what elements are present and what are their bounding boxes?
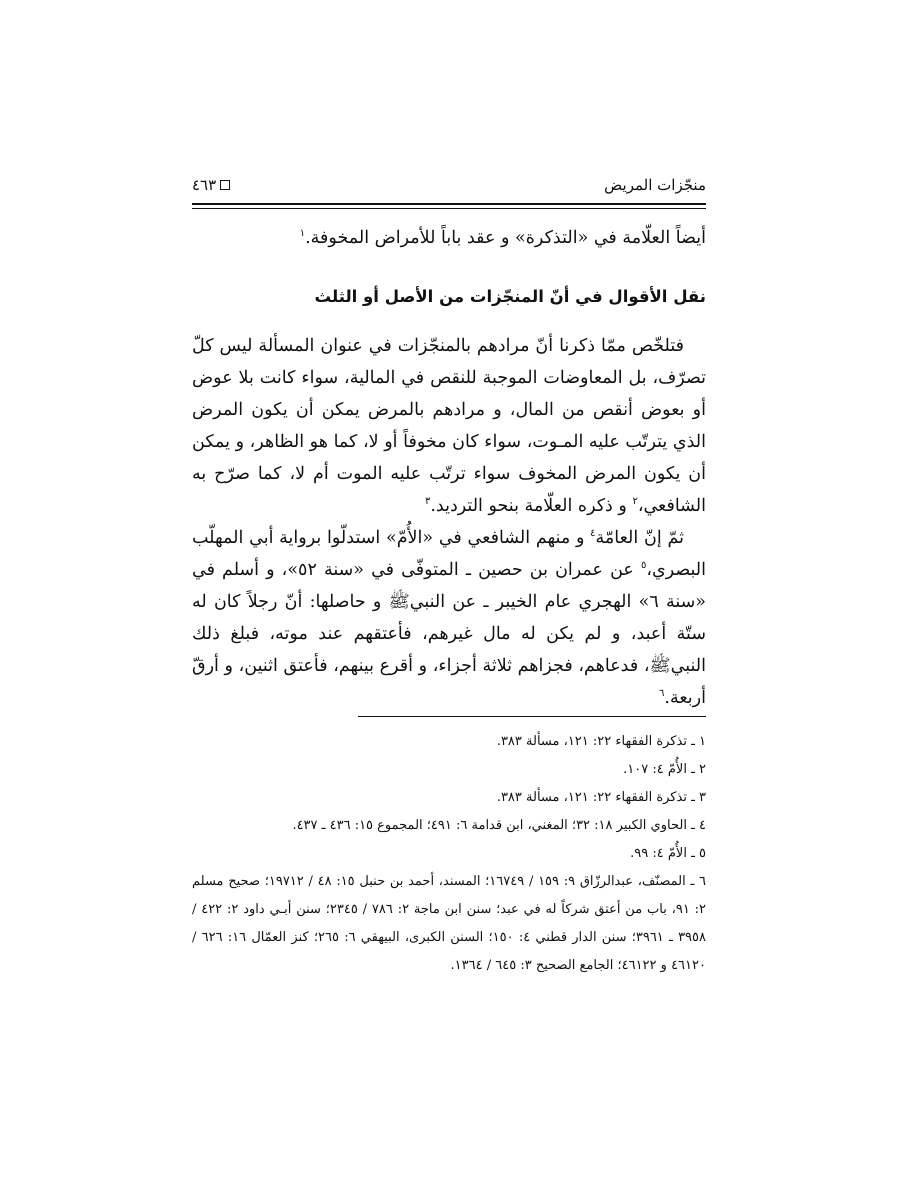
footnote-5: ٥ ـ الأُمّ ٤: ٩٩. xyxy=(630,846,706,861)
footnote-3: ٣ ـ تذكرة الفقهاء ٢٢: ١٢١، مسألة ٣٨٣. xyxy=(496,790,706,805)
intro-line xyxy=(192,222,706,254)
intro-text: أيضاً العلّامة في «التذكرة» و عقد باباً للأمراض المخوفة. xyxy=(305,228,706,248)
paragraph-1 xyxy=(192,330,706,522)
footnotes xyxy=(192,728,706,980)
paragraph-2-text-c: عن عمران بن حصين ـ المتوفّى في «سنة ٥٢»، و أسلم في «سنة ٦» الهجري عام الخيبر ـ عن النبيﷺ و حاصلها: أنّ رجلاً كان له ستّة أعبد، و لم يكن له مال غيرهم، فأعتقهم عند موته، فبلغ ذلك النبيﷺ، فدعاهم، فجزاهم ثلاثة أجزاء، و أقرع بينهم، فأعتق اثنين، و أرقّ أربعة. xyxy=(192,560,706,708)
footnote-1: ١ ـ تذكرة الفقهاء ٢٢: ١٢١، مسألة ٣٨٣. xyxy=(496,734,706,749)
footnote-ref-4: ٤ xyxy=(590,528,596,540)
footnote-separator xyxy=(358,716,706,717)
footnote-2: ٢ ـ الأُمّ ٤: ١٠٧. xyxy=(623,762,706,777)
running-header xyxy=(192,172,706,198)
footnote-ref-2: ٢ xyxy=(632,496,638,508)
footnote-4: ٤ ـ الحاوي الكبير ١٨: ٣٢؛ المغني، ابن قدامة ٦: ٤٩١؛ المجموع ١٥: ٤٣٦ ـ ٤٣٧. xyxy=(292,818,706,833)
paragraph-2 xyxy=(192,522,706,714)
running-title: منجّزات المريض xyxy=(604,176,706,194)
footnote-ref-5: ٥ xyxy=(640,560,647,572)
footnote-ref-3: ٣ xyxy=(424,496,431,508)
section-heading: نقل الأقوال في أنّ المنجّزات من الأصل أو الثلث xyxy=(314,287,706,306)
page-number-group xyxy=(192,176,230,194)
header-double-rule xyxy=(192,203,706,209)
paragraph-1-text-a: فتلخّص ممّا ذكرنا أنّ مرادهم بالمنجّزات في عنوان المسألة ليس كلّ تصرّف، بل المعاوضات الموجبة للنقص في المالية، سواء كانت بلا عوض أو بعوض أنقص من المال، و مرادهم بالمرض يمكن أن يكون المرض الذي يترتّب عليه المـوت، سواء كان مخوفاً أو لا، كما هو الظاهر، و يمكن أن يكون المرض المخوف سواء ترتّب عليه الموت أم لا، كما صرّح به الشافعي، xyxy=(192,336,706,516)
footnote-ref-6: ٦ xyxy=(659,688,665,700)
square-box-icon xyxy=(220,180,230,190)
paragraph-2-text-a: ثمّ إنّ العامّة xyxy=(595,528,684,548)
page-number: ٤٦٣ xyxy=(192,176,217,194)
main-text xyxy=(192,330,706,714)
paragraph-2-text-b: و منهم الشافعي في «الأُمّ» استدلّوا برواية أبي المهلّب البصري، xyxy=(192,528,706,580)
footnote-6: ٦ ـ المصنّف، عبدالرزّاق ٩: ١٥٩ / ١٦٧٤٩؛ المسند، أحمد بن حنبل ١٥: ٤٨ / ١٩٧١٢؛ صحيح مسلم ٢: ٩١، باب من أعتق شركاً له في عبد؛ سنن ابن ماجة ٢: ٧٨٦ / ٢٣٤٥؛ سنن أبـي داود ٢: ٤٢٢ / ٣٩٥٨ ـ ٣٩٦١؛ سنن الدار قطني ٤: ١٥٠؛ السنن الكبرى، البيهقي ٦: ٢٦٥؛ كنز العمّال ١٦: ٦٢٦ / ٤٦١٢٠ و ٤٦١٢٢؛ الجامع الصحيح ٣: ٦٤٥ / ١٣٦٤. xyxy=(192,874,707,973)
footnote-ref-1: ١ xyxy=(299,228,306,240)
paragraph-1-text-b: و ذكره العلّامة بنحو الترديد. xyxy=(430,496,633,516)
